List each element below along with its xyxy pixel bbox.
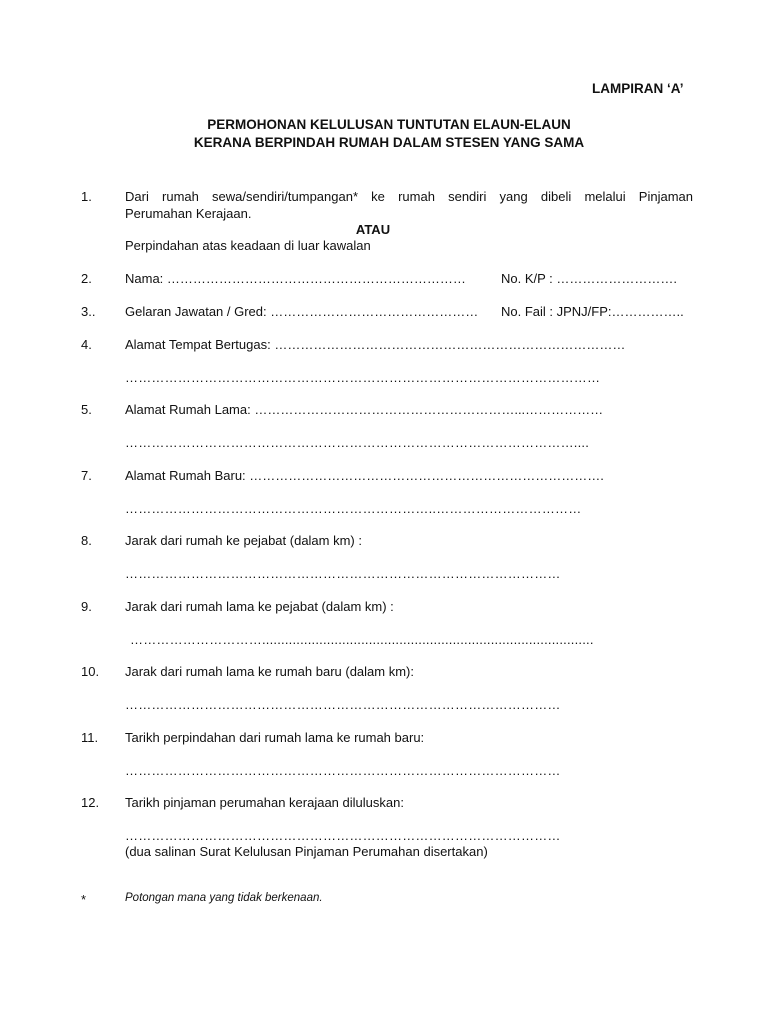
item-1-line2: Perumahan Kerajaan. [125, 206, 252, 221]
item-3-number: 3.. [81, 304, 96, 319]
gelaran-jawatan-field[interactable]: Gelaran Jawatan / Gred: ………………………………………… [125, 304, 479, 319]
jarak-rumah-lama-pejabat-field[interactable]: …………………………....................................................................................... [130, 632, 594, 647]
item-1-line1: Dari rumah sewa/sendiri/tumpangan* ke rumah sendiri yang dibeli melalui Pinjaman [125, 189, 693, 204]
form-title-line2: KERANA BERPINDAH RUMAH DALAM STESEN YANG SAMA [193, 135, 585, 150]
alamat-rumah-baru-line2[interactable]: ……………………………………………………………..…………………………… [125, 501, 582, 516]
no-kp-field[interactable]: No. K/P : ………………………. [501, 271, 678, 286]
item-12-number: 12. [81, 795, 100, 810]
item-12-note: (dua salinan Surat Kelulusan Pinjaman Perumahan disertakan) [125, 844, 488, 859]
tarikh-perpindahan-field[interactable]: ……………………………………………………………………………………… [125, 763, 561, 778]
item-12-label: Tarikh pinjaman perumahan kerajaan diluluskan: [125, 795, 404, 810]
item-9-label: Jarak dari rumah lama ke pejabat (dalam km) : [125, 599, 394, 614]
alamat-rumah-lama-field[interactable]: Alamat Rumah Lama: ……………………………………………………...……………… [125, 402, 604, 417]
item-11-label: Tarikh perpindahan dari rumah lama ke rumah baru: [125, 730, 425, 745]
item-10-number: 10. [81, 664, 100, 679]
alamat-tempat-bertugas-line2[interactable]: ……………………………………………………………………………………………… [125, 370, 601, 385]
footnote-text: Potongan mana yang tidak berkenaan. [125, 892, 323, 904]
item-1-atau: ATAU [355, 222, 391, 237]
alamat-rumah-lama-line2[interactable]: ………………………………………………………………………………………….... [125, 435, 590, 450]
item-4-number: 4. [81, 337, 92, 352]
item-2-number: 2. [81, 271, 92, 286]
lampiran-label: LAMPIRAN ‘A’ [592, 81, 684, 96]
item-9-number: 9. [81, 599, 92, 614]
item-1-line3: Perpindahan atas keadaan di luar kawalan [125, 238, 371, 253]
no-fail-field[interactable]: No. Fail : JPNJ/FP:…………….. [501, 304, 684, 319]
nama-field[interactable]: Nama: …………………………………………………………… [125, 271, 466, 286]
item-8-label: Jarak dari rumah ke pejabat (dalam km) : [125, 533, 362, 548]
item-5-number: 5. [81, 402, 92, 417]
form-title-line1: PERMOHONAN KELULUSAN TUNTUTAN ELAUN-ELAUN [207, 117, 571, 132]
tarikh-pinjaman-field[interactable]: ……………………………………………………………………………………… [125, 828, 561, 843]
item-1-number: 1. [81, 189, 92, 204]
item-10-label: Jarak dari rumah lama ke rumah baru (dalam km): [125, 664, 414, 679]
jarak-rumah-lama-baru-field[interactable]: ……………………………………………………………………………………… [125, 697, 561, 712]
jarak-rumah-pejabat-field[interactable]: ……………………………………………………………………………………… [125, 566, 561, 581]
item-7-number: 7. [81, 468, 92, 483]
item-8-number: 8. [81, 533, 92, 548]
alamat-rumah-baru-field[interactable]: Alamat Rumah Baru: ………………………………………………………………………. [125, 468, 604, 483]
item-11-number: 11. [81, 730, 99, 745]
alamat-tempat-bertugas-field[interactable]: Alamat Tempat Bertugas: ……………………………………………………………………… [125, 337, 626, 352]
footnote-asterisk: * [81, 892, 87, 907]
